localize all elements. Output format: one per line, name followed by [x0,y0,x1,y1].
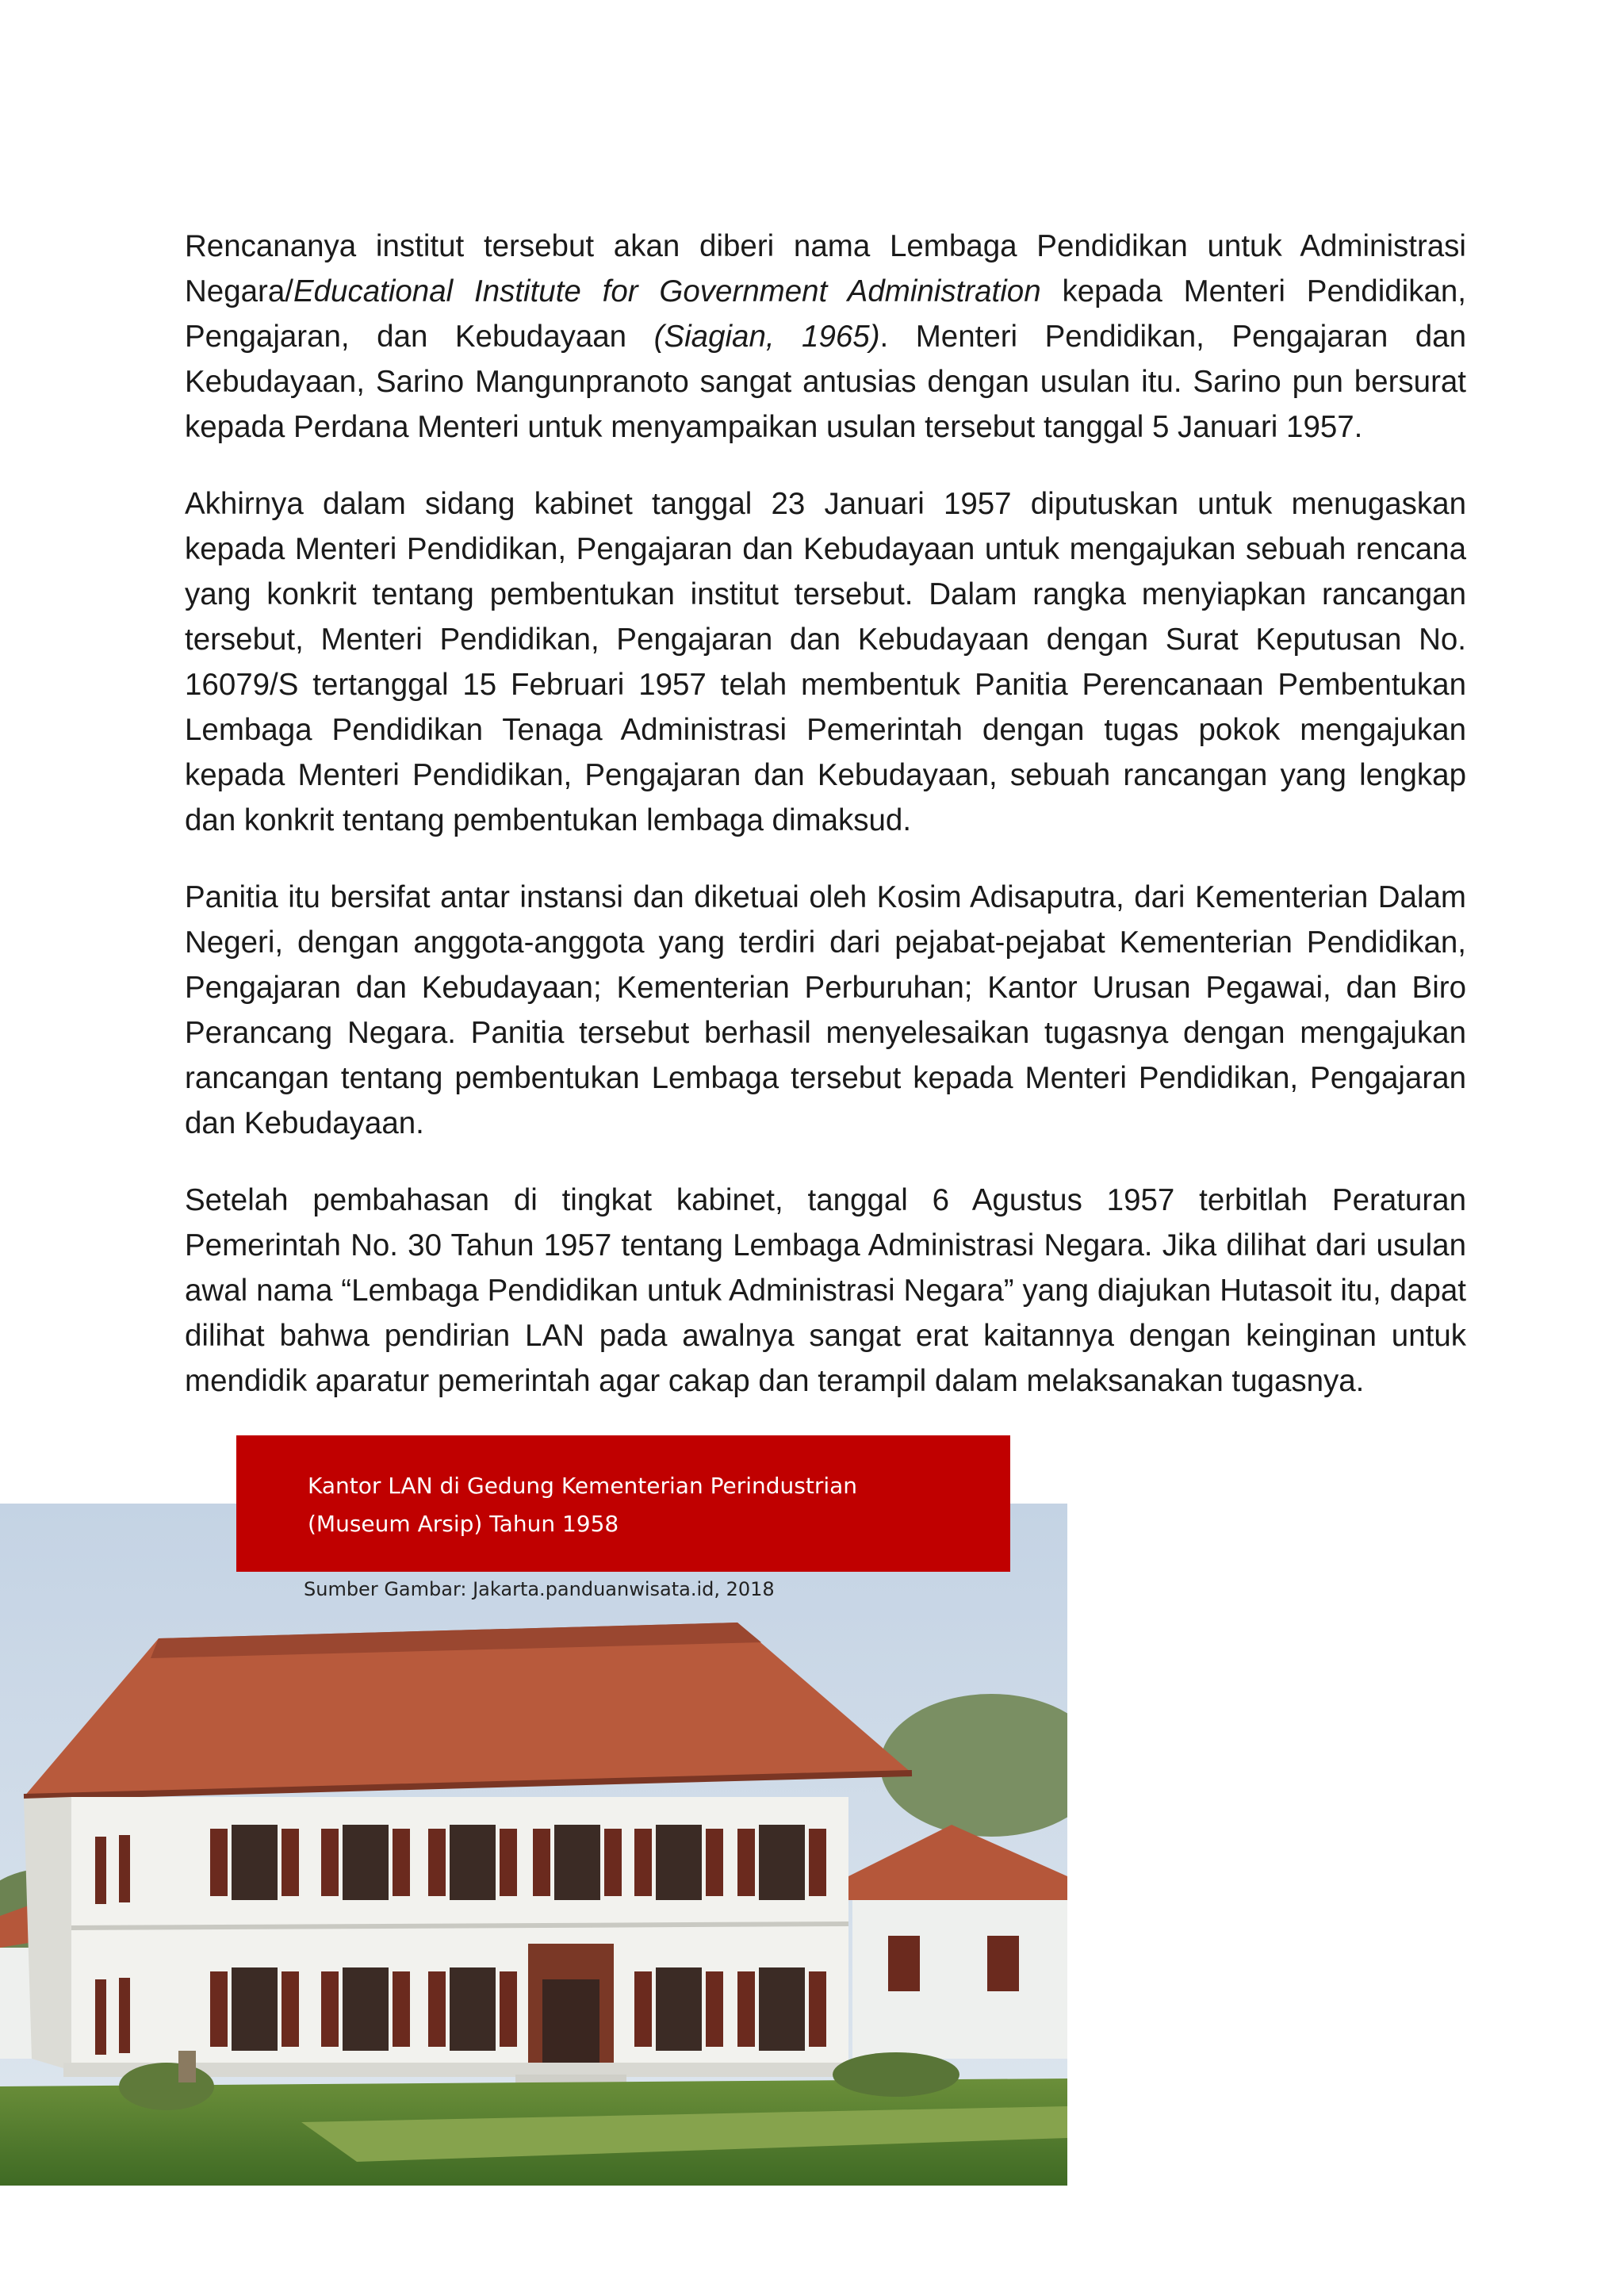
building-photo [0,1504,1067,2186]
paragraph-3 [185,875,1466,1146]
paragraph-4 [185,1178,1466,1404]
text-segment: Setelah pembahasan di tingkat kabinet, tanggal 6 Agustus 1957 terbitlah Peraturan Pemerintah No. 30 Tahun 1957 tentang Lembaga Administrasi Negara. Jika dilihat dari usulan awal nama “Lembaga Pendidikan untuk Administrasi Negara” yang diajukan Hutasoit itu, dapat dilihat bahwa pendirian LAN pada awalnya sangat erat kaitannya dengan keinginan untuk mendidik aparatur pemerintah agar cakap dan terampil dalam melaksanakan tugasnya. [185,1183,1466,1398]
text-segment: kepada Menteri Pendidikan, Pengajaran, dan Kebudayaan [185,274,1466,354]
text-segment-italic: (Siagian, 1965) [653,320,880,354]
text-segment: Rencananya institut tersebut akan diberi nama Lembaga Pendidikan untuk Administrasi Negara/ [185,229,1466,308]
text-segment: Akhirnya dalam sidang kabinet tanggal 23 Januari 1957 diputuskan untuk menugaskan kepada Menteri Pendidikan, Pengajaran dan Kebudayaan untuk mengajukan sebuah rencana yang konkrit tentang pembentukan institut tersebut. Dalam rangka menyiapkan rancangan tersebut, Menteri Pendidikan, Pengajaran dan Kebudayaan dengan Surat Keputusan No. 16079/S tertanggal 15 Februari 1957 telah membentuk Panitia Perencanaan Pembentukan Lembaga Pendidikan Tenaga Administrasi Pemerintah dengan tugas pokok mengajukan kepada Menteri Pendidikan, Pengajaran dan Kebudayaan, sebuah rancangan yang lengkap dan konkrit tentang pembentukan lembaga dimaksud. [185,487,1466,837]
paragraph-1 [185,224,1466,450]
text-segment-italic: Educational Institute for Government Administration [293,274,1041,308]
body-text [185,224,1466,1404]
paragraph-2 [185,481,1466,843]
text-segment: Panitia itu bersifat antar instansi dan diketuai oleh Kosim Adisaputra, dari Kementerian Dalam Negeri, dengan anggota-anggota yang terdiri dari pejabat-pejabat Kementerian Pendidikan, Pengajaran dan Kebudayaan; Kementerian Perburuhan; Kantor Urusan Pegawai, dan Biro Perancang Negara. Panitia tersebut berhasil menyelesaikan tugasnya dengan mengajukan rancangan tentang pembentukan Lembaga tersebut kepada Menteri Pendidikan, Pengajaran dan Kebudayaan. [185,880,1466,1140]
text-segment: . Menteri Pendidikan, Pengajaran dan Kebudayaan, Sarino Mangunpranoto sangat antusias dengan usulan itu. Sarino pun bersurat kepada Perdana Menteri untuk menyampaikan usulan tersebut tanggal 5 Januari 1957. [185,320,1466,444]
figure-caption [236,1435,1010,1572]
caption-line-2: (Museum Arsip) Tahun 1958 [308,1511,619,1537]
building-illustration [0,1504,1067,2186]
caption-line-1: Kantor LAN di Gedung Kementerian Perindustrian [308,1473,858,1499]
image-source: Sumber Gambar: Jakarta.panduanwisata.id, 2018 [304,1578,775,1600]
